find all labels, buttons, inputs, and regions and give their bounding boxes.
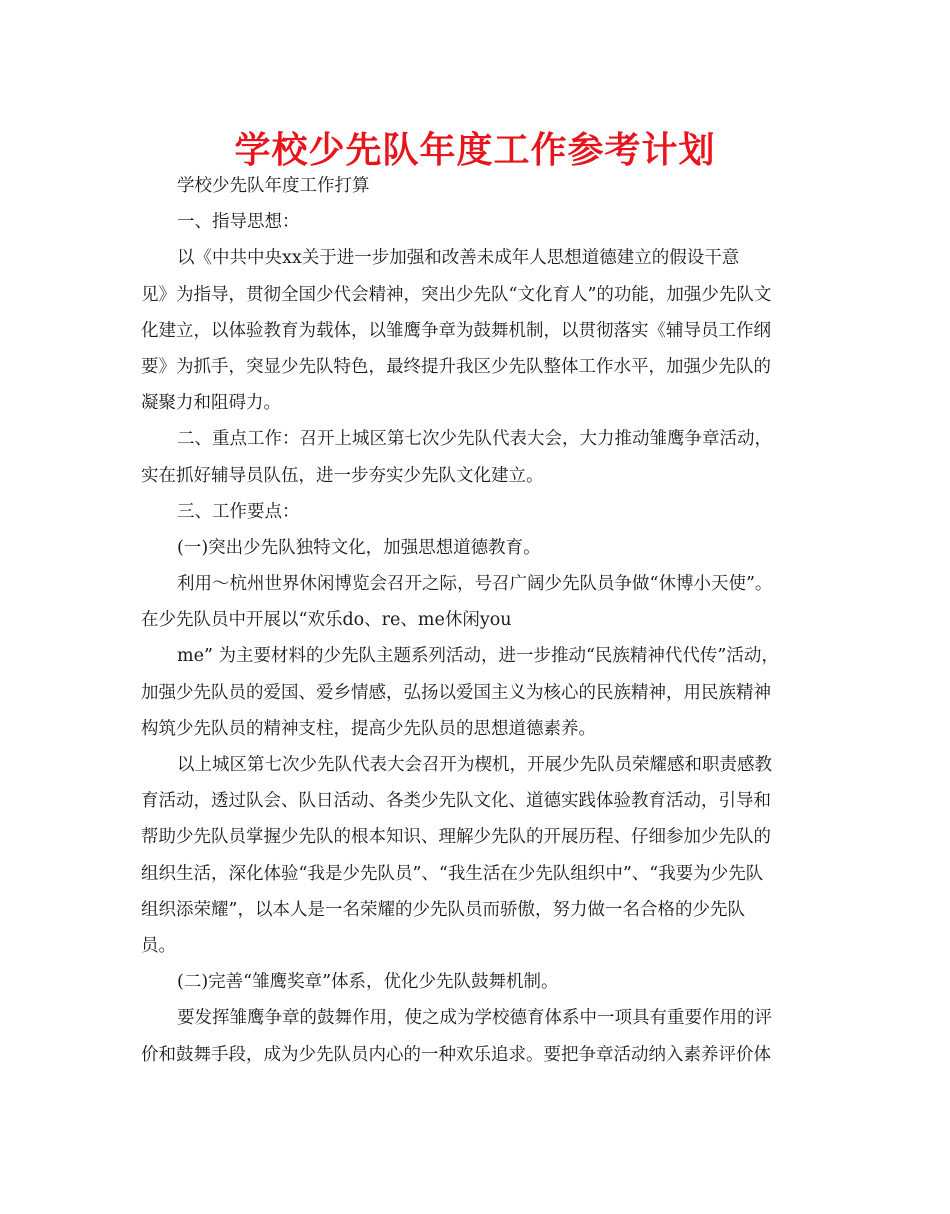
paragraph-line: (一)突出少先队独特文化，加强思想道德教育。: [177, 537, 541, 558]
paragraph-line: 帮助少先队员掌握少先队的根本知识、理解少先队的开展历程、仔细参加少先队的: [141, 827, 771, 848]
paragraph-line: 育活动，透过队会、队日活动、各类少先队文化、道德实践体验教育活动，引导和: [141, 791, 771, 812]
paragraph-line: 价和鼓舞手段，成为少先队员内心的一种欢乐追求。要把争章活动纳入素养评价体: [141, 1044, 771, 1065]
paragraph-line: 凝聚力和阻碍力。: [141, 393, 281, 414]
paragraph-line: 构筑少先队员的精神支柱，提高少先队员的思想道德素养。: [141, 718, 596, 739]
document-title: 学校少先队年度工作参考计划: [234, 129, 716, 171]
paragraph-line: 以《中共中央xx关于进一步加强和改善未成年人思想道德建立的假设干意: [177, 248, 740, 269]
paragraph-line: 三、工作要点：: [177, 501, 300, 522]
paragraph-line: (二)完善“雏鹰奖章”体系，优化少先队鼓舞机制。: [177, 972, 559, 993]
paragraph-line: 员。: [141, 935, 176, 956]
paragraph-line: 在少先队员中开展以“欢乐do、re、me休闲you: [141, 610, 512, 631]
paragraph-line: 加强少先队员的爱国、爱乡情感，弘扬以爱国主义为核心的民族精神，用民族精神: [141, 682, 771, 703]
paragraph-line: 实在抓好辅导员队伍，进一步夯实少先队文化建立。: [141, 465, 544, 486]
paragraph-line: me” 为主要材料的少先队主题系列活动，进一步推动“民族精神代代传”活动，: [177, 646, 779, 667]
paragraph-line: 一、指导思想：: [177, 212, 300, 233]
paragraph-line: 以上城区第七次少先队代表大会召开为楔机，开展少先队员荣耀感和职责感教: [177, 755, 772, 775]
paragraph-line: 学校少先队年度工作打算: [177, 176, 370, 196]
paragraph-line: 二、重点工作：召开上城区第七次少先队代表大会，大力推动雏鹰争章活动，: [177, 429, 772, 450]
document-body: [141, 168, 811, 1073]
paragraph-line: 要发挥雏鹰争章的鼓舞作用，使之成为学校德育体系中一项具有重要作用的评: [177, 1008, 772, 1029]
paragraph-line: 化建立，以体验教育为载体，以雏鹰争章为鼓舞机制，以贯彻落实《辅导员工作纲: [141, 320, 771, 341]
paragraph-line: 组织添荣耀”，以本人是一名荣耀的少先队员而骄傲，努力做一名合格的少先队: [141, 899, 745, 920]
paragraph-line: 利用～杭州世界休闲博览会召开之际，号召广阔少先队员争做“休博小天使”。: [177, 574, 773, 595]
paragraph-line: 组织生活，深化体验“我是少先队员”、“我生活在少先队组织中”、“我要为少先队: [141, 863, 764, 884]
paragraph-line: 见》为指导，贯彻全国少代会精神，突出少先队“文化育人”的功能，加强少先队文: [141, 284, 772, 305]
paragraph-line: 要》为抓手，突显少先队特色，最终提升我区少先队整体工作水平，加强少先队的: [141, 356, 771, 377]
